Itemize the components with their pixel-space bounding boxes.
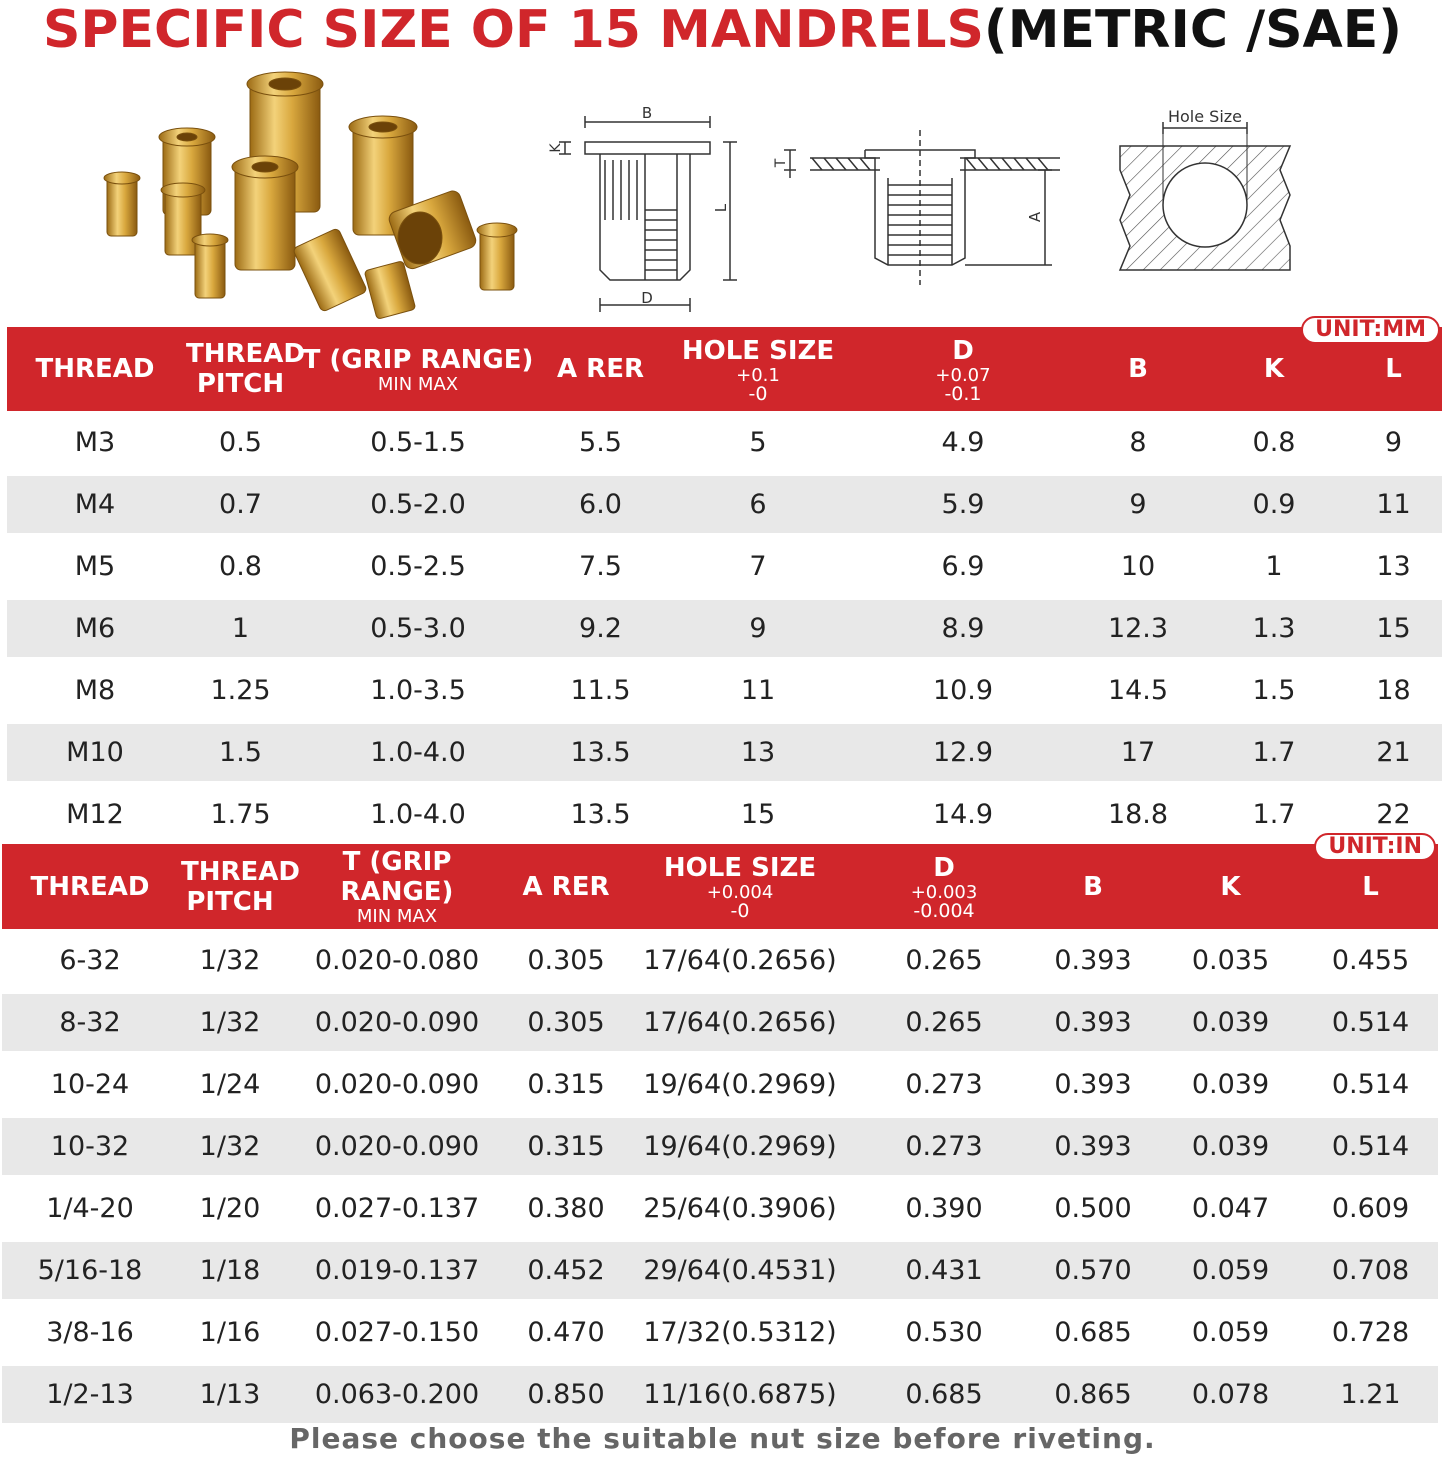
- table-cell: 12.9: [932, 736, 994, 768]
- imperial-header-col-7: [1158, 844, 1303, 929]
- table-cell: 17: [1120, 736, 1156, 768]
- table-cell: 0.500: [1054, 1192, 1132, 1224]
- table-row: [2, 1301, 1438, 1363]
- table-cell: 0.039: [1191, 1006, 1270, 1038]
- header-sublabel: MIN MAX: [356, 906, 438, 927]
- table-cell: 6.0: [579, 488, 622, 520]
- header-sublabel-2: -0: [730, 900, 750, 922]
- metric-header-col-2: [298, 327, 538, 411]
- table-cell: 1.0-4.0: [370, 798, 466, 830]
- header-label: A RER: [557, 354, 644, 384]
- table-cell: 0.039: [1191, 1068, 1270, 1100]
- header-label: HOLE SIZE: [663, 853, 817, 883]
- header-label: K: [1263, 354, 1285, 384]
- table-cell: 18.8: [1107, 798, 1169, 830]
- table-cell: 1.21: [1340, 1378, 1401, 1410]
- rivet-nuts-photo: [95, 70, 525, 325]
- imperial-size-table: [2, 834, 1438, 1425]
- table-cell: 9: [1129, 488, 1147, 520]
- unit-badge-in: UNIT:IN: [1314, 833, 1436, 861]
- metric-header-col-3: [538, 327, 663, 411]
- table-cell: 0.063-0.200: [314, 1378, 480, 1410]
- label-b: B: [641, 104, 653, 122]
- table-cell: 0.019-0.137: [314, 1254, 480, 1286]
- table-cell: 0.020-0.090: [314, 1006, 480, 1038]
- table-cell: 19/64(0.2969): [643, 1068, 837, 1100]
- table-cell: 1.7: [1252, 736, 1296, 768]
- metric-table-header: [7, 317, 1442, 411]
- table-cell: 1/18: [199, 1254, 261, 1286]
- table-row: [2, 1239, 1438, 1301]
- table-cell: 8.9: [941, 612, 985, 644]
- table-cell: M3: [74, 426, 116, 458]
- header-label: THREAD PITCH: [181, 856, 300, 917]
- table-cell: 1/20: [199, 1192, 261, 1224]
- table-cell: 25/64(0.3906): [643, 1192, 837, 1224]
- table-row: [2, 1177, 1438, 1239]
- table-cell: 0.8: [219, 550, 262, 582]
- table-cell: 0.265: [905, 1006, 983, 1038]
- table-cell: 1/4-20: [46, 1192, 134, 1224]
- title-main: SPECIFIC SIZE OF 15 MANDRELS: [42, 0, 984, 60]
- table-cell: 1/32: [199, 944, 261, 976]
- table-cell: 0.5-2.0: [370, 488, 466, 520]
- header-sublabel-2: -0.004: [913, 900, 975, 922]
- table-cell: M4: [74, 488, 116, 520]
- table-cell: 21: [1376, 736, 1411, 768]
- table-cell: 1.7: [1252, 798, 1296, 830]
- table-cell: 6: [749, 488, 767, 520]
- header-label: THREAD: [30, 871, 150, 902]
- header-label: HOLE SIZE: [681, 335, 835, 366]
- unit-badge-mm: UNIT:MM: [1301, 316, 1440, 344]
- header-label: L: [1385, 354, 1402, 384]
- header-label: D: [933, 853, 955, 883]
- table-cell: 7.5: [579, 550, 622, 582]
- page-title: [0, 0, 1445, 62]
- header-label: A RER: [522, 871, 610, 902]
- table-cell: 5.5: [579, 426, 622, 458]
- table-cell: 1/16: [199, 1316, 261, 1348]
- table-cell: 0.393: [1054, 944, 1132, 976]
- table-cell: 6-32: [59, 944, 121, 976]
- table-cell: 0.315: [527, 1130, 605, 1162]
- imperial-header-col-5: [860, 844, 1028, 929]
- table-cell: 0.027-0.150: [314, 1316, 480, 1348]
- header-sublabel: +0.003: [910, 882, 978, 903]
- table-cell: 0.685: [905, 1378, 983, 1410]
- table-cell: 0.452: [527, 1254, 605, 1286]
- table-cell: 1: [1265, 550, 1283, 582]
- table-cell: 7: [749, 550, 767, 582]
- header-label: D: [952, 335, 974, 366]
- table-cell: 13: [1376, 550, 1411, 582]
- imperial-table-body: [2, 929, 1438, 1425]
- table-cell: 1.5: [1252, 674, 1296, 706]
- imperial-header-col-3: [512, 844, 620, 929]
- header-label: THREAD: [35, 354, 155, 384]
- table-cell: 1/2-13: [46, 1378, 134, 1410]
- table-cell: 0.470: [527, 1316, 605, 1348]
- table-cell: 12.3: [1107, 612, 1169, 644]
- table-cell: 5/16-18: [37, 1254, 143, 1286]
- metric-size-table: [7, 317, 1442, 845]
- table-cell: 1/24: [199, 1068, 261, 1100]
- table-row: [2, 929, 1438, 991]
- header-sublabel: MIN MAX: [377, 373, 459, 395]
- table-row: [7, 659, 1442, 721]
- imperial-header-col-4: [620, 844, 860, 929]
- table-cell: 0.020-0.090: [314, 1130, 480, 1162]
- table-cell: 0.865: [1054, 1378, 1132, 1410]
- table-cell: M12: [66, 798, 124, 830]
- table-cell: 0.265: [905, 944, 983, 976]
- header-sublabel-2: -0.1: [944, 382, 982, 405]
- table-cell: 0.850: [527, 1378, 605, 1410]
- table-cell: 29/64(0.4531): [643, 1254, 837, 1286]
- label-a: A: [1026, 211, 1044, 223]
- label-k: K: [548, 143, 564, 153]
- table-cell: 10-24: [50, 1068, 130, 1100]
- table-cell: 0.059: [1191, 1316, 1270, 1348]
- table-cell: 13.5: [570, 798, 631, 830]
- table-cell: 0.5-3.0: [370, 612, 466, 644]
- footer-note: Please choose the suitable nut size before riveting.: [289, 1422, 1156, 1455]
- table-cell: 1.5: [219, 736, 262, 768]
- header-label: B: [1128, 354, 1148, 384]
- table-cell: 10: [1120, 550, 1156, 582]
- table-cell: 15: [740, 798, 776, 830]
- installed-rivet-diagram: [770, 70, 1070, 325]
- table-cell: 14.5: [1107, 674, 1169, 706]
- table-cell: 1.3: [1252, 612, 1296, 644]
- table-row: [7, 411, 1442, 473]
- table-cell: 11.5: [570, 674, 631, 706]
- table-cell: 17/32(0.5312): [643, 1316, 837, 1348]
- table-row: [7, 721, 1442, 783]
- table-cell: 0.315: [527, 1068, 605, 1100]
- table-cell: 11: [740, 674, 776, 706]
- table-cell: 0.514: [1331, 1068, 1410, 1100]
- header-label: T (GRIP RANGE): [302, 344, 534, 375]
- table-cell: 3/8-16: [46, 1316, 134, 1348]
- table-cell: 5: [749, 426, 767, 458]
- table-cell: 8-32: [59, 1006, 121, 1038]
- table-cell: 1.0-3.5: [370, 674, 466, 706]
- table-cell: 0.305: [527, 944, 605, 976]
- table-cell: M8: [74, 674, 116, 706]
- metric-header-col-6: [1073, 327, 1203, 411]
- table-cell: 14.9: [932, 798, 994, 830]
- table-cell: 0.609: [1331, 1192, 1410, 1224]
- table-row: [7, 783, 1442, 845]
- table-row: [2, 1053, 1438, 1115]
- table-cell: 0.078: [1191, 1378, 1270, 1410]
- imperial-header-col-2: [282, 844, 512, 929]
- table-cell: 0.728: [1331, 1316, 1410, 1348]
- table-cell: 1/32: [199, 1130, 261, 1162]
- title-suffix: (METRIC /SAE): [983, 0, 1403, 60]
- table-cell: 0.5: [219, 426, 262, 458]
- table-cell: 0.7: [219, 488, 262, 520]
- table-cell: 18: [1376, 674, 1411, 706]
- table-cell: 0.431: [905, 1254, 983, 1286]
- table-cell: 0.027-0.137: [314, 1192, 480, 1224]
- table-cell: 0.047: [1191, 1192, 1270, 1224]
- table-cell: 1/13: [199, 1378, 261, 1410]
- label-t: T: [773, 158, 789, 168]
- table-cell: 10.9: [932, 674, 994, 706]
- table-cell: 0.020-0.080: [314, 944, 480, 976]
- imperial-header-col-0: [2, 844, 178, 929]
- table-cell: 0.685: [1054, 1316, 1132, 1348]
- imperial-table-header: [2, 834, 1438, 929]
- table-cell: 4.9: [941, 426, 985, 458]
- table-cell: 11/16(0.6875): [643, 1378, 837, 1410]
- header-label: K: [1220, 871, 1241, 902]
- label-hole-size: Hole Size: [1167, 107, 1243, 126]
- table-cell: 1/32: [199, 1006, 261, 1038]
- header-sublabel: +0.1: [736, 364, 780, 386]
- table-cell: M6: [74, 612, 116, 644]
- table-cell: 15: [1376, 612, 1411, 644]
- metric-header-col-1: [183, 327, 305, 411]
- table-cell: 17/64(0.2656): [643, 944, 837, 976]
- imperial-header-col-1: [178, 844, 300, 929]
- header-label: THREAD PITCH: [186, 339, 305, 399]
- header-label: B: [1083, 871, 1103, 902]
- table-cell: 0.035: [1191, 944, 1270, 976]
- table-cell: 0.455: [1331, 944, 1410, 976]
- table-cell: 1.75: [210, 798, 271, 830]
- table-cell: 0.273: [905, 1130, 983, 1162]
- table-cell: 13: [740, 736, 776, 768]
- table-cell: 0.273: [905, 1068, 983, 1100]
- metric-header-col-0: [7, 327, 183, 411]
- table-cell: 0.305: [527, 1006, 605, 1038]
- table-cell: 9.2: [579, 612, 622, 644]
- table-cell: 1.25: [210, 674, 271, 706]
- table-cell: 1: [231, 612, 250, 644]
- table-cell: 0.9: [1252, 488, 1296, 520]
- rivet-nut-side-diagram: [545, 70, 755, 325]
- table-cell: 0.039: [1191, 1130, 1270, 1162]
- table-cell: 0.380: [527, 1192, 605, 1224]
- table-cell: 0.514: [1331, 1006, 1410, 1038]
- label-l: L: [712, 203, 730, 213]
- table-cell: 17/64(0.2656): [643, 1006, 837, 1038]
- metric-table-body: [7, 411, 1442, 845]
- table-cell: 0.390: [905, 1192, 983, 1224]
- header-label: T (GRIP RANGE): [340, 847, 454, 907]
- table-cell: 5.9: [941, 488, 985, 520]
- hole-size-diagram: [1105, 70, 1305, 325]
- table-row: [7, 597, 1442, 659]
- table-cell: 9: [1384, 426, 1403, 458]
- table-cell: 0.020-0.090: [314, 1068, 480, 1100]
- label-d: D: [641, 289, 653, 307]
- table-cell: 8: [1129, 426, 1147, 458]
- table-row: [2, 991, 1438, 1053]
- table-cell: 0.5-2.5: [370, 550, 466, 582]
- table-cell: 0.393: [1054, 1068, 1132, 1100]
- table-cell: 6.9: [941, 550, 985, 582]
- table-cell: 0.708: [1331, 1254, 1410, 1286]
- table-row: [2, 1363, 1438, 1425]
- table-cell: 0.570: [1054, 1254, 1132, 1286]
- header-sublabel-2: -0: [748, 382, 768, 405]
- table-cell: 0.530: [905, 1316, 983, 1348]
- table-row: [2, 1115, 1438, 1177]
- table-row: [7, 535, 1442, 597]
- table-cell: 0.059: [1191, 1254, 1270, 1286]
- table-cell: M5: [74, 550, 116, 582]
- table-cell: 22: [1376, 798, 1411, 830]
- table-row: [7, 473, 1442, 535]
- table-cell: 10-32: [50, 1130, 130, 1162]
- table-cell: 1.0-4.0: [370, 736, 466, 768]
- metric-header-col-4: [663, 327, 853, 411]
- header-sublabel: +0.07: [935, 364, 991, 386]
- header-label: L: [1362, 871, 1379, 902]
- table-cell: M10: [66, 736, 124, 768]
- table-cell: 19/64(0.2969): [643, 1130, 837, 1162]
- table-cell: 0.8: [1252, 426, 1296, 458]
- header-sublabel: +0.004: [706, 882, 774, 903]
- table-cell: 0.393: [1054, 1130, 1132, 1162]
- table-cell: 13.5: [570, 736, 631, 768]
- table-cell: 0.393: [1054, 1006, 1132, 1038]
- table-cell: 11: [1376, 488, 1411, 520]
- table-cell: 0.514: [1331, 1130, 1410, 1162]
- metric-header-col-5: [853, 327, 1073, 411]
- imperial-header-col-6: [1028, 844, 1158, 929]
- table-cell: 9: [749, 612, 767, 644]
- table-cell: 0.5-1.5: [370, 426, 466, 458]
